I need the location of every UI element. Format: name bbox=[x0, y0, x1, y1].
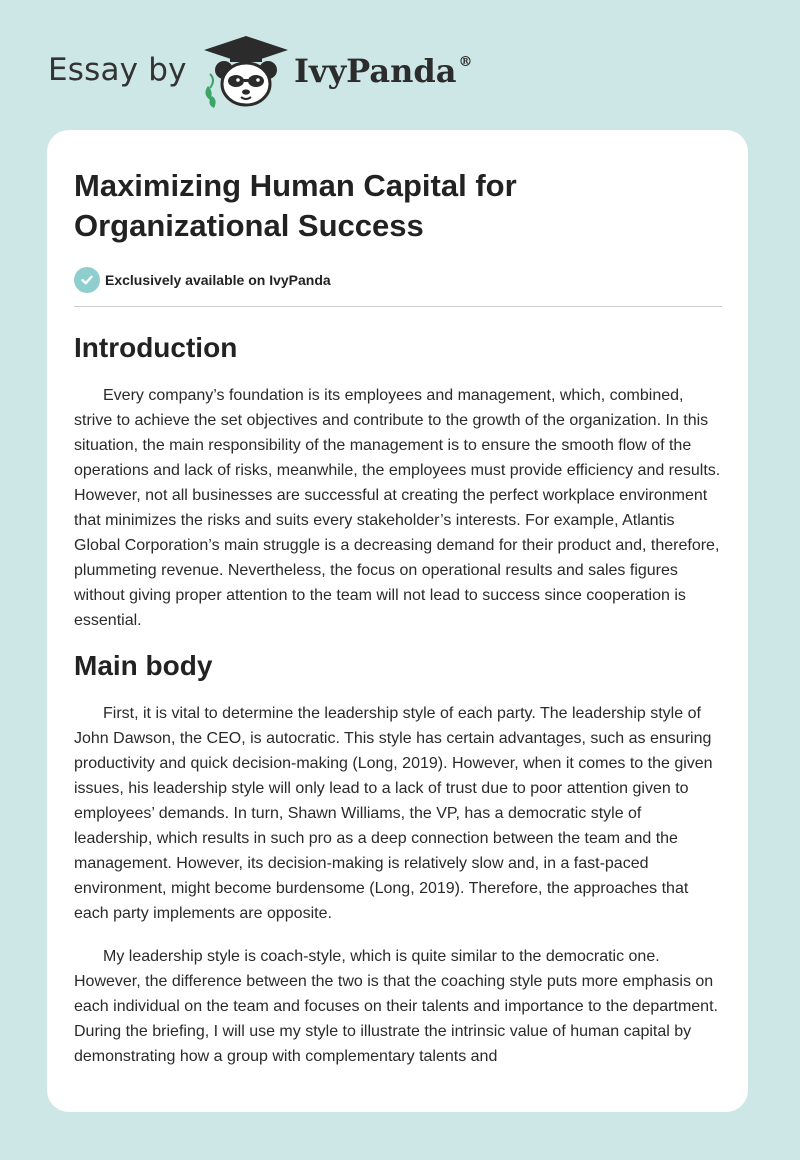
badge-label: Exclusively available on IvyPanda bbox=[105, 272, 331, 288]
essay-title: Maximizing Human Capital for Organizational Success bbox=[74, 168, 517, 243]
panda-logo-icon[interactable] bbox=[200, 34, 292, 110]
paragraph: My leadership style is coach-style, which is quite similar to the democratic one. However, the difference between the two is that the coaching style puts more emphasis on each individual on the team and focuses on their talents and importance to the department. During the briefing, I will use my style to illustrate the intrinsic value of human capital by demonstrating how a group with complementary talents and bbox=[74, 948, 718, 1065]
registered-mark: ® bbox=[458, 54, 473, 70]
section-heading-introduction: Introduction bbox=[74, 332, 238, 363]
site-header bbox=[46, 30, 506, 110]
brand-name[interactable] bbox=[294, 52, 472, 90]
essay-card bbox=[47, 130, 748, 1112]
divider bbox=[74, 306, 722, 307]
brand-text: IvyPanda bbox=[294, 52, 457, 90]
paragraph: First, it is vital to determine the leadership style of each party. The leadership style of John Dawson, the CEO, is autocratic. This style has certain advantages, such as ensuring productivity and quick decision-making (Long, 2019). However, when it comes to the given issues, his leadership style will only lead to a lack of trust due to poor attention given to employees’ demands. In turn, Shawn Williams, the VP, has a democratic style of leadership, which results in such pro as a deep connection between the team and the management. However, its decision-making is relatively slow and, in a fast-paced environment, might become burdensome (Long, 2019). Therefore, the approaches that each party implements are opposite. bbox=[74, 705, 713, 922]
essay-by-label: Essay by bbox=[48, 52, 187, 88]
paragraph: Every company’s foundation is its employees and management, which, combined, strive to achieve the set objectives and contribute to the growth of the organization. In this situation, the main responsibility of the management is to ensure the smooth flow of the operations and lack of risks, meanwhile, the employees must provide efficiency and results. However, not all businesses are successful at creating the perfect workplace environment that minimizes the risks and suits every stakeholder’s interests. For example, Atlantis Global Corporation’s main struggle is a decreasing demand for their product and, therefore, plummeting revenue. Nevertheless, the focus on operational results and sales figures without giving proper attention to the team will not lead to success since cooperation is essential. bbox=[74, 387, 721, 629]
exclusive-badge bbox=[74, 266, 724, 294]
essay-content bbox=[74, 166, 724, 1069]
section-heading-main-body: Main body bbox=[74, 650, 213, 681]
check-icon bbox=[74, 267, 100, 293]
